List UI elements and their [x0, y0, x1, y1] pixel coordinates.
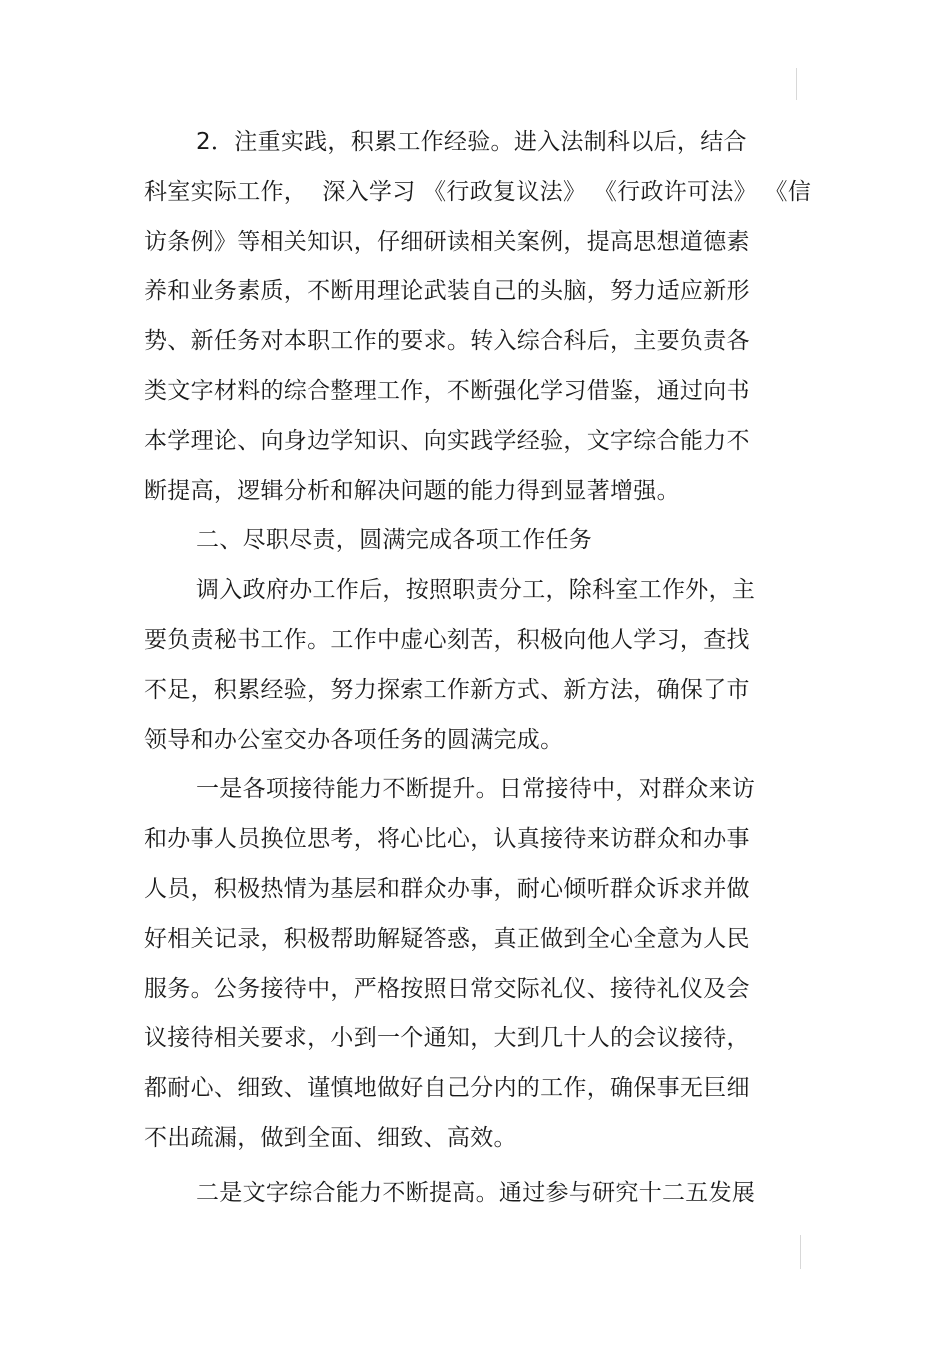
text-line: 领导和办公室交办各项任务的圆满完成。	[144, 727, 564, 753]
page-corner-mark-bottom	[800, 1235, 801, 1269]
text-line: 服务。公务接待中，严格按照日常交际礼仪、接待礼仪及会	[144, 976, 750, 1002]
text-line: 访条例》等相关知识，仔细研读相关案例，提高思想道德素	[144, 229, 750, 255]
text-line: 一是各项接待能力不断提升。日常接待中，对群众来访	[196, 776, 756, 802]
text-line: 不出疏漏，做到全面、细致、高效。	[144, 1125, 517, 1151]
text-line: 调入政府办工作后，按照职责分工，除科室工作外，主	[196, 577, 756, 603]
text-line: 二是文字综合能力不断提高。通过参与研究十二五发展	[196, 1180, 756, 1206]
text-line: 科室实际工作， 深入学习 《行政复议法》 《行政许可法》 《信	[144, 179, 812, 205]
text-line: 不足，积累经验，努力探索工作新方式、新方法，确保了市	[144, 677, 750, 703]
text-line: 养和业务素质，不断用理论武装自己的头脑，努力适应新形	[144, 278, 750, 304]
text-line: 断提高，逻辑分析和解决问题的能力得到显著增强。	[144, 478, 680, 504]
text-line: 类文字材料的综合整理工作，不断强化学习借鉴，通过向书	[144, 378, 750, 404]
section-heading: 二、尽职尽责，圆满完成各项工作任务	[196, 527, 593, 553]
text-line: 议接待相关要求，小到一个通知，大到几十人的会议接待，	[144, 1025, 750, 1051]
text-line: 好相关记录，积极帮助解疑答惑，真正做到全心全意为人民	[144, 926, 750, 952]
text-line: 本学理论、向身边学知识、向实践学经验，文字综合能力不	[144, 428, 750, 454]
text-line: 势、新任务对本职工作的要求。转入综合科后，主要负责各	[144, 328, 750, 354]
text-line: 和办事人员换位思考，将心比心，认真接待来访群众和办事	[144, 826, 750, 852]
page-corner-mark-top	[796, 68, 797, 100]
text-line: 人员，积极热情为基层和群众办事，耐心倾听群众诉求并做	[144, 876, 750, 902]
text-line: 2．注重实践，积累工作经验。进入法制科以后，结合	[196, 129, 747, 155]
text-line: 要负责秘书工作。工作中虚心刻苦，积极向他人学习，查找	[144, 627, 750, 653]
text-line: 都耐心、细致、谨慎地做好自己分内的工作，确保事无巨细	[144, 1075, 750, 1101]
